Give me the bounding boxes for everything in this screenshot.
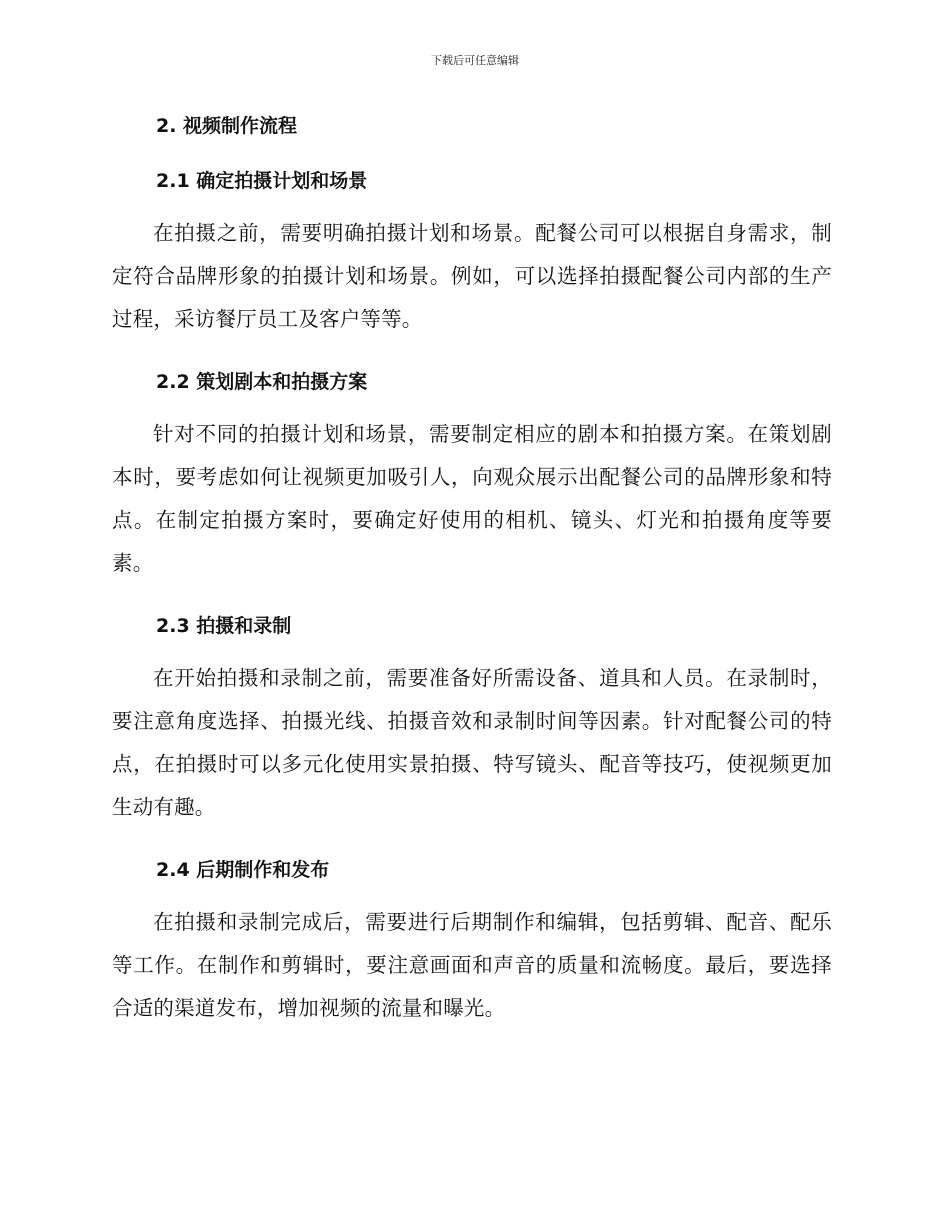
section-title: 2. 视频制作流程 xyxy=(156,115,298,137)
subsection-heading-2-3: 2.3 拍摄和录制 xyxy=(156,615,292,637)
paragraph-2-1: 在拍摄之前，需要明确拍摄计划和场景。配餐公司可以根据自身需求，制定符合品牌形象的拍摄计划和场景。例如，可以选择拍摄配餐公司内部的生产过程，采访餐厅员工及客户等等。 xyxy=(112,221,832,331)
header-note: 下载后可任意编辑 xyxy=(431,54,519,67)
document-body xyxy=(112,112,832,1030)
paragraph-2-4: 在拍摄和录制完成后，需要进行后期制作和编辑，包括剪辑、配音、配乐等工作。在制作和剪辑时，要注意画面和声音的质量和流畅度。最后，要选择合适的渠道发布，增加视频的流量和曝光。 xyxy=(112,910,832,1020)
subsection-heading-2-2: 2.2 策划剧本和拍摄方案 xyxy=(156,371,368,393)
subsection-heading-2-1: 2.1 确定拍摄计划和场景 xyxy=(156,170,368,192)
paragraph-2-2: 针对不同的拍摄计划和场景，需要制定相应的剧本和拍摄方案。在策划剧本时，要考虑如何让视频更加吸引人，向观众展示出配餐公司的品牌形象和特点。在制定拍摄方案时，要确定好使用的相机、镜头、灯光和拍摄角度等要素。 xyxy=(112,422,832,575)
subsection-heading-2-4: 2.4 后期制作和发布 xyxy=(156,859,330,881)
paragraph-2-3: 在开始拍摄和录制之前，需要准备好所需设备、道具和人员。在录制时，要注意角度选择、拍摄光线、拍摄音效和录制时间等因素。针对配餐公司的特点，在拍摄时可以多元化使用实景拍摄、特写镜头、配音等技巧，使视频更加生动有趣。 xyxy=(112,666,832,819)
